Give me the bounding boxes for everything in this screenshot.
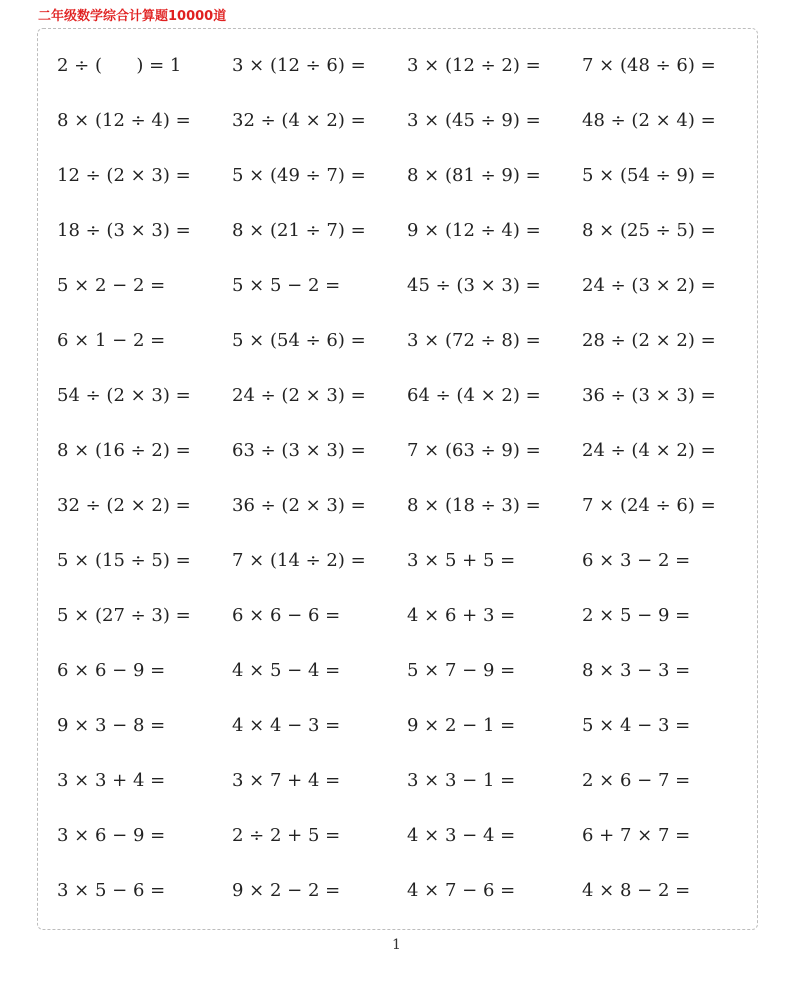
problem: 64 ÷ (4 × 2) = [407, 384, 541, 406]
problem: 36 ÷ (3 × 3) = [582, 384, 716, 406]
problem: 2 × 6 − 7 = [582, 769, 691, 791]
problem-row [57, 863, 757, 918]
problem-row [57, 368, 757, 423]
problem-row [57, 423, 757, 478]
problem: 5 × (27 ÷ 3) = [57, 604, 191, 626]
problem-row [57, 643, 757, 698]
problem: 6 × 6 − 9 = [57, 659, 166, 681]
problem: 3 × 3 − 1 = [407, 769, 516, 791]
problem: 3 × 7 + 4 = [232, 769, 341, 791]
problem: 6 + 7 × 7 = [582, 824, 691, 846]
problem: 3 × 5 − 6 = [57, 879, 166, 901]
problem: 24 ÷ (3 × 2) = [582, 274, 716, 296]
problem: 3 × 6 − 9 = [57, 824, 166, 846]
problem: 32 ÷ (2 × 2) = [57, 494, 191, 516]
problem: 7 × (63 ÷ 9) = [407, 439, 541, 461]
problem: 3 × (12 ÷ 2) = [407, 54, 541, 76]
problem: 6 × 3 − 2 = [582, 549, 691, 571]
problem-row [57, 313, 757, 368]
problem-row [57, 698, 757, 753]
problem: 3 × 3 + 4 = [57, 769, 166, 791]
problem: 3 × (12 ÷ 6) = [232, 54, 366, 76]
problem: 7 × (24 ÷ 6) = [582, 494, 716, 516]
problem: 63 ÷ (3 × 3) = [232, 439, 366, 461]
problem-row [57, 478, 757, 533]
problem: 3 × 5 + 5 = [407, 549, 516, 571]
problem: 4 × 7 − 6 = [407, 879, 516, 901]
problem-row [57, 258, 757, 313]
problem: 24 ÷ (4 × 2) = [582, 439, 716, 461]
problem: 8 × (21 ÷ 7) = [232, 219, 366, 241]
problem: 5 × (15 ÷ 5) = [57, 549, 191, 571]
problem: 9 × 3 − 8 = [57, 714, 166, 736]
problem: 9 × 2 − 1 = [407, 714, 516, 736]
problem-row [57, 93, 757, 148]
problem: 28 ÷ (2 × 2) = [582, 329, 716, 351]
problem: 8 × (18 ÷ 3) = [407, 494, 541, 516]
problem: 8 × (81 ÷ 9) = [407, 164, 541, 186]
problem: 6 × 1 − 2 = [57, 329, 166, 351]
worksheet-title: 二年级数学综合计算题10000道 [38, 9, 227, 24]
problem: 5 × 7 − 9 = [407, 659, 516, 681]
problem: 7 × (14 ÷ 2) = [232, 549, 366, 571]
problem: 36 ÷ (2 × 3) = [232, 494, 366, 516]
problem: 24 ÷ (2 × 3) = [232, 384, 366, 406]
problem: 4 × 8 − 2 = [582, 879, 691, 901]
problem: 3 × (72 ÷ 8) = [407, 329, 541, 351]
problem-row [57, 533, 757, 588]
problem: 45 ÷ (3 × 3) = [407, 274, 541, 296]
problem: 8 × 3 − 3 = [582, 659, 691, 681]
problem: 5 × (49 ÷ 7) = [232, 164, 366, 186]
problem: 3 × (45 ÷ 9) = [407, 109, 541, 131]
problem: 9 × 2 − 2 = [232, 879, 341, 901]
problem: 4 × 5 − 4 = [232, 659, 341, 681]
problem: 5 × 5 − 2 = [232, 274, 341, 296]
problem: 2 ÷ 2 + 5 = [232, 824, 341, 846]
problem-row [57, 38, 757, 93]
problem: 5 × (54 ÷ 9) = [582, 164, 716, 186]
problem: 4 × 4 − 3 = [232, 714, 341, 736]
problem: 54 ÷ (2 × 3) = [57, 384, 191, 406]
problem: 12 ÷ (2 × 3) = [57, 164, 191, 186]
problem: 4 × 6 + 3 = [407, 604, 516, 626]
problem-row [57, 808, 757, 863]
problem: 2 ÷ ( ) = 1 [57, 54, 182, 76]
problem: 9 × (12 ÷ 4) = [407, 219, 541, 241]
problem-row [57, 148, 757, 203]
problem: 8 × (12 ÷ 4) = [57, 109, 191, 131]
problem: 7 × (48 ÷ 6) = [582, 54, 716, 76]
problem: 5 × 2 − 2 = [57, 274, 166, 296]
problem: 2 × 5 − 9 = [582, 604, 691, 626]
page-number: 1 [392, 937, 401, 953]
problem-row [57, 203, 757, 258]
problem-row [57, 588, 757, 643]
problem-row [57, 753, 757, 808]
problem-grid [57, 38, 757, 918]
problem: 4 × 3 − 4 = [407, 824, 516, 846]
problem: 8 × (16 ÷ 2) = [57, 439, 191, 461]
problem: 8 × (25 ÷ 5) = [582, 219, 716, 241]
problem: 5 × 4 − 3 = [582, 714, 691, 736]
problem: 48 ÷ (2 × 4) = [582, 109, 716, 131]
problem: 5 × (54 ÷ 6) = [232, 329, 366, 351]
problem: 18 ÷ (3 × 3) = [57, 219, 191, 241]
problem: 32 ÷ (4 × 2) = [232, 109, 366, 131]
problem: 6 × 6 − 6 = [232, 604, 341, 626]
